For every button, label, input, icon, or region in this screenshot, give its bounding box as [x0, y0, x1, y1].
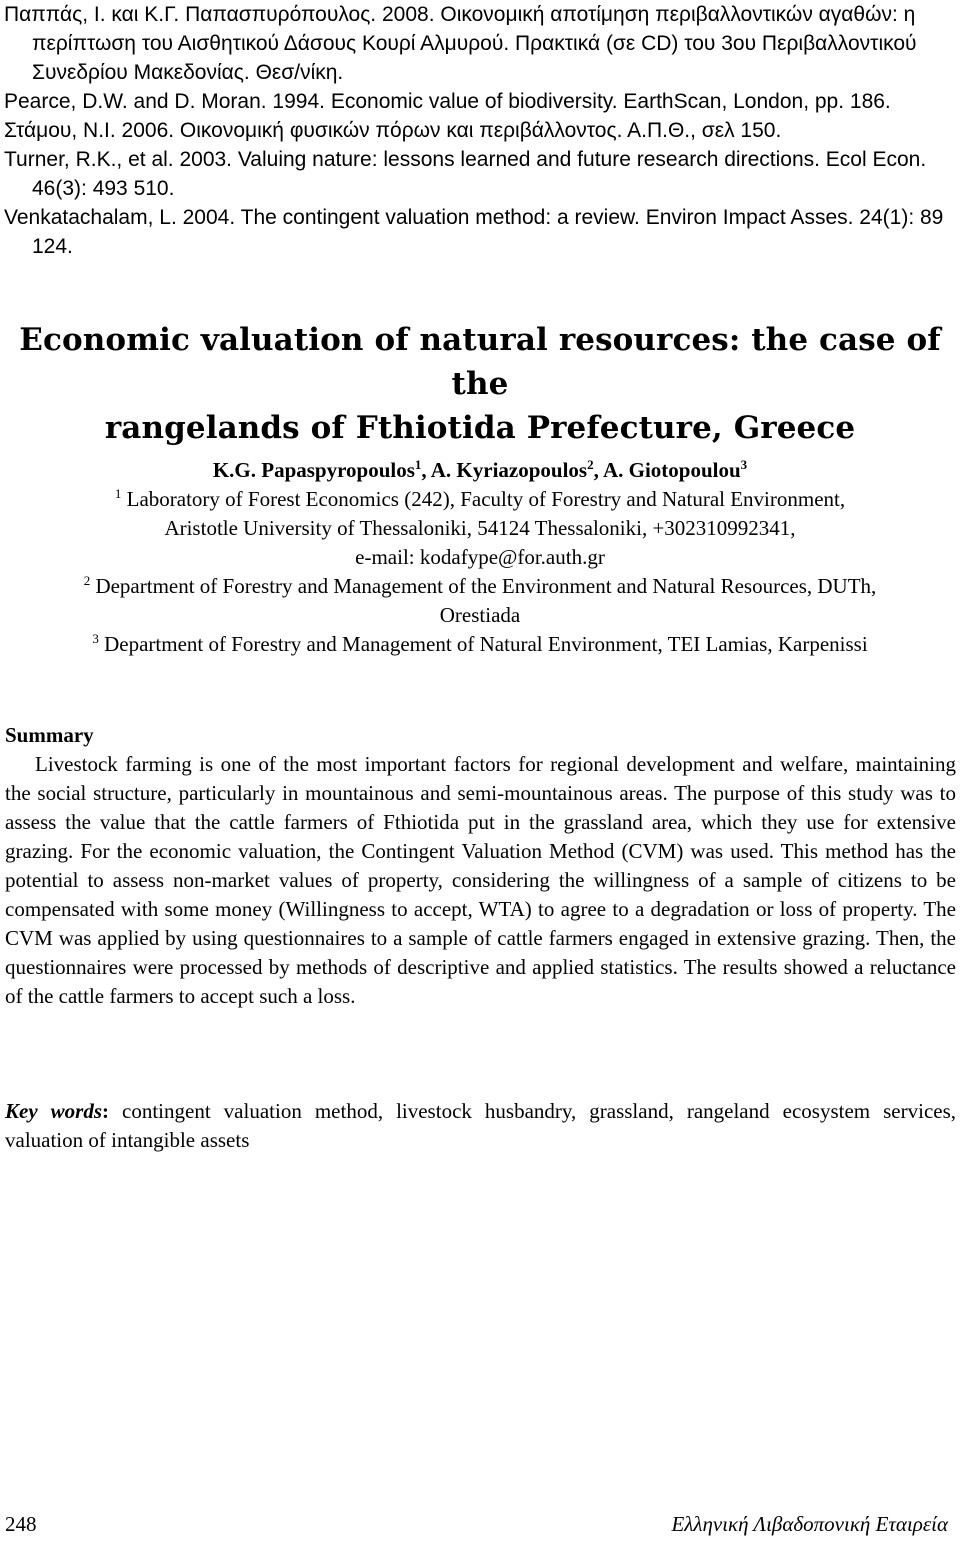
- author-block: [0, 456, 960, 659]
- summary-body: Livestock farming is one of the most important factors for regional development and welfare, maintaining the social structure, particularly in mountainous and semi-mountainous areas. The purpose of this study was to assess the value that the cattle farmers of Fthiotida put in the grassland area, which they use for extensive grazing. For the economic valuation, the Contingent Valuation Method (CVM) was used. This method has the potential to assess non-market values of property, considering the willingness of a sample of citizens to be compensated with some money (Willingness to accept, WTA) to agree to a degradation or loss of property. The CVM was applied by using questionnaires to a sample of cattle farmers engaged in extensive grazing. Then, the questionnaires were processed by methods of descriptive and applied statistics. The results showed a reluctance of the cattle farmers to accept such a loss.: [5, 752, 956, 1008]
- affiliation-1: [0, 485, 960, 514]
- author-superscript: 3: [740, 457, 748, 472]
- affiliation-text: Department of Forestry and Management of Natural Environment, TEI Lamias, Karpenissi: [98, 632, 868, 656]
- author-superscript: 2: [587, 457, 594, 472]
- title-line: rangelands of Fthiotida Prefecture, Greece: [104, 410, 856, 446]
- keywords-colon: :: [102, 1099, 110, 1123]
- author-superscript: 1: [414, 457, 422, 472]
- affiliation-text: Department of Forestry and Management of the Environment and Natural Resources, DUTh,: [90, 574, 877, 598]
- paper-title: [0, 318, 960, 450]
- author-name: A. Kyriazopoulos: [430, 458, 588, 482]
- affiliation-text: Laboratory of Forest Economics (242), Faculty of Forestry and Natural Environment,: [121, 487, 846, 511]
- reference-item: Pearce, D.W. and D. Moran. 1994. Economic value of biodiversity. EarthScan, London, pp. 186.: [4, 90, 891, 113]
- summary-heading: Summary: [5, 723, 94, 747]
- affiliation-2-continued: Orestiada: [439, 603, 521, 627]
- title-line: Economic valuation of natural resources: the case of the: [19, 322, 941, 402]
- keywords-section: [5, 1097, 956, 1155]
- reference-item: Παππάς, Ι. και Κ.Γ. Παπασπυρόπουλος. 2008. Οικονομική αποτίμηση περιβαλλοντικών αγαθών: η περίπτωση του Αισθητικού Δάσους Κουρί Αλμυρού. Πρακτικά (σε CD) του 3ου Περιβαλλοντικού Συνεδρίου Μακεδονίας. Θεσ/νίκη.: [4, 3, 917, 84]
- reference-item: Venkatachalam, L. 2004. The contingent valuation method: a review. Environ Impact Asses. 24(1): 89 124.: [4, 206, 944, 258]
- author-name: K.G. Papaspyropoulos: [212, 458, 415, 482]
- affiliation-2: [0, 572, 960, 601]
- keywords-label: Key words: [5, 1099, 103, 1123]
- reference-item: Turner, R.K., et al. 2003. Valuing nature: lessons learned and future research directions. Ecol Econ. 46(3): 493 510.: [4, 148, 927, 200]
- reference-list: [4, 0, 956, 261]
- affiliation-email: e-mail: kodafype@for.auth.gr: [355, 545, 605, 569]
- affiliation-3: [0, 630, 960, 659]
- author-separator: ,: [593, 458, 603, 482]
- affiliation-superscript: 1: [114, 486, 122, 501]
- page-number: 248: [5, 1512, 37, 1536]
- summary-section: [5, 721, 956, 1011]
- author-name: A. Giotopoulou: [602, 458, 741, 482]
- affiliation-superscript: 3: [92, 631, 99, 646]
- author-separator: ,: [421, 458, 431, 482]
- affiliation-superscript: 2: [83, 573, 91, 588]
- keywords-text: contingent valuation method, livestock husbandry, grassland, rangeland ecosystem services, valuation of intangible assets: [5, 1099, 957, 1152]
- reference-item: Στάμου, Ν.Ι. 2006. Οικονομική φυσικών πόρων και περιβάλλοντος. Α.Π.Θ., σελ 150.: [4, 119, 782, 142]
- author-list: [0, 456, 960, 485]
- journal-name: Ελληνική Λιβαδοπονική Εταιρεία: [671, 1512, 948, 1536]
- affiliation-1-continued: Aristotle University of Thessaloniki, 54124 Thessaloniki, +302310992341,: [164, 516, 796, 540]
